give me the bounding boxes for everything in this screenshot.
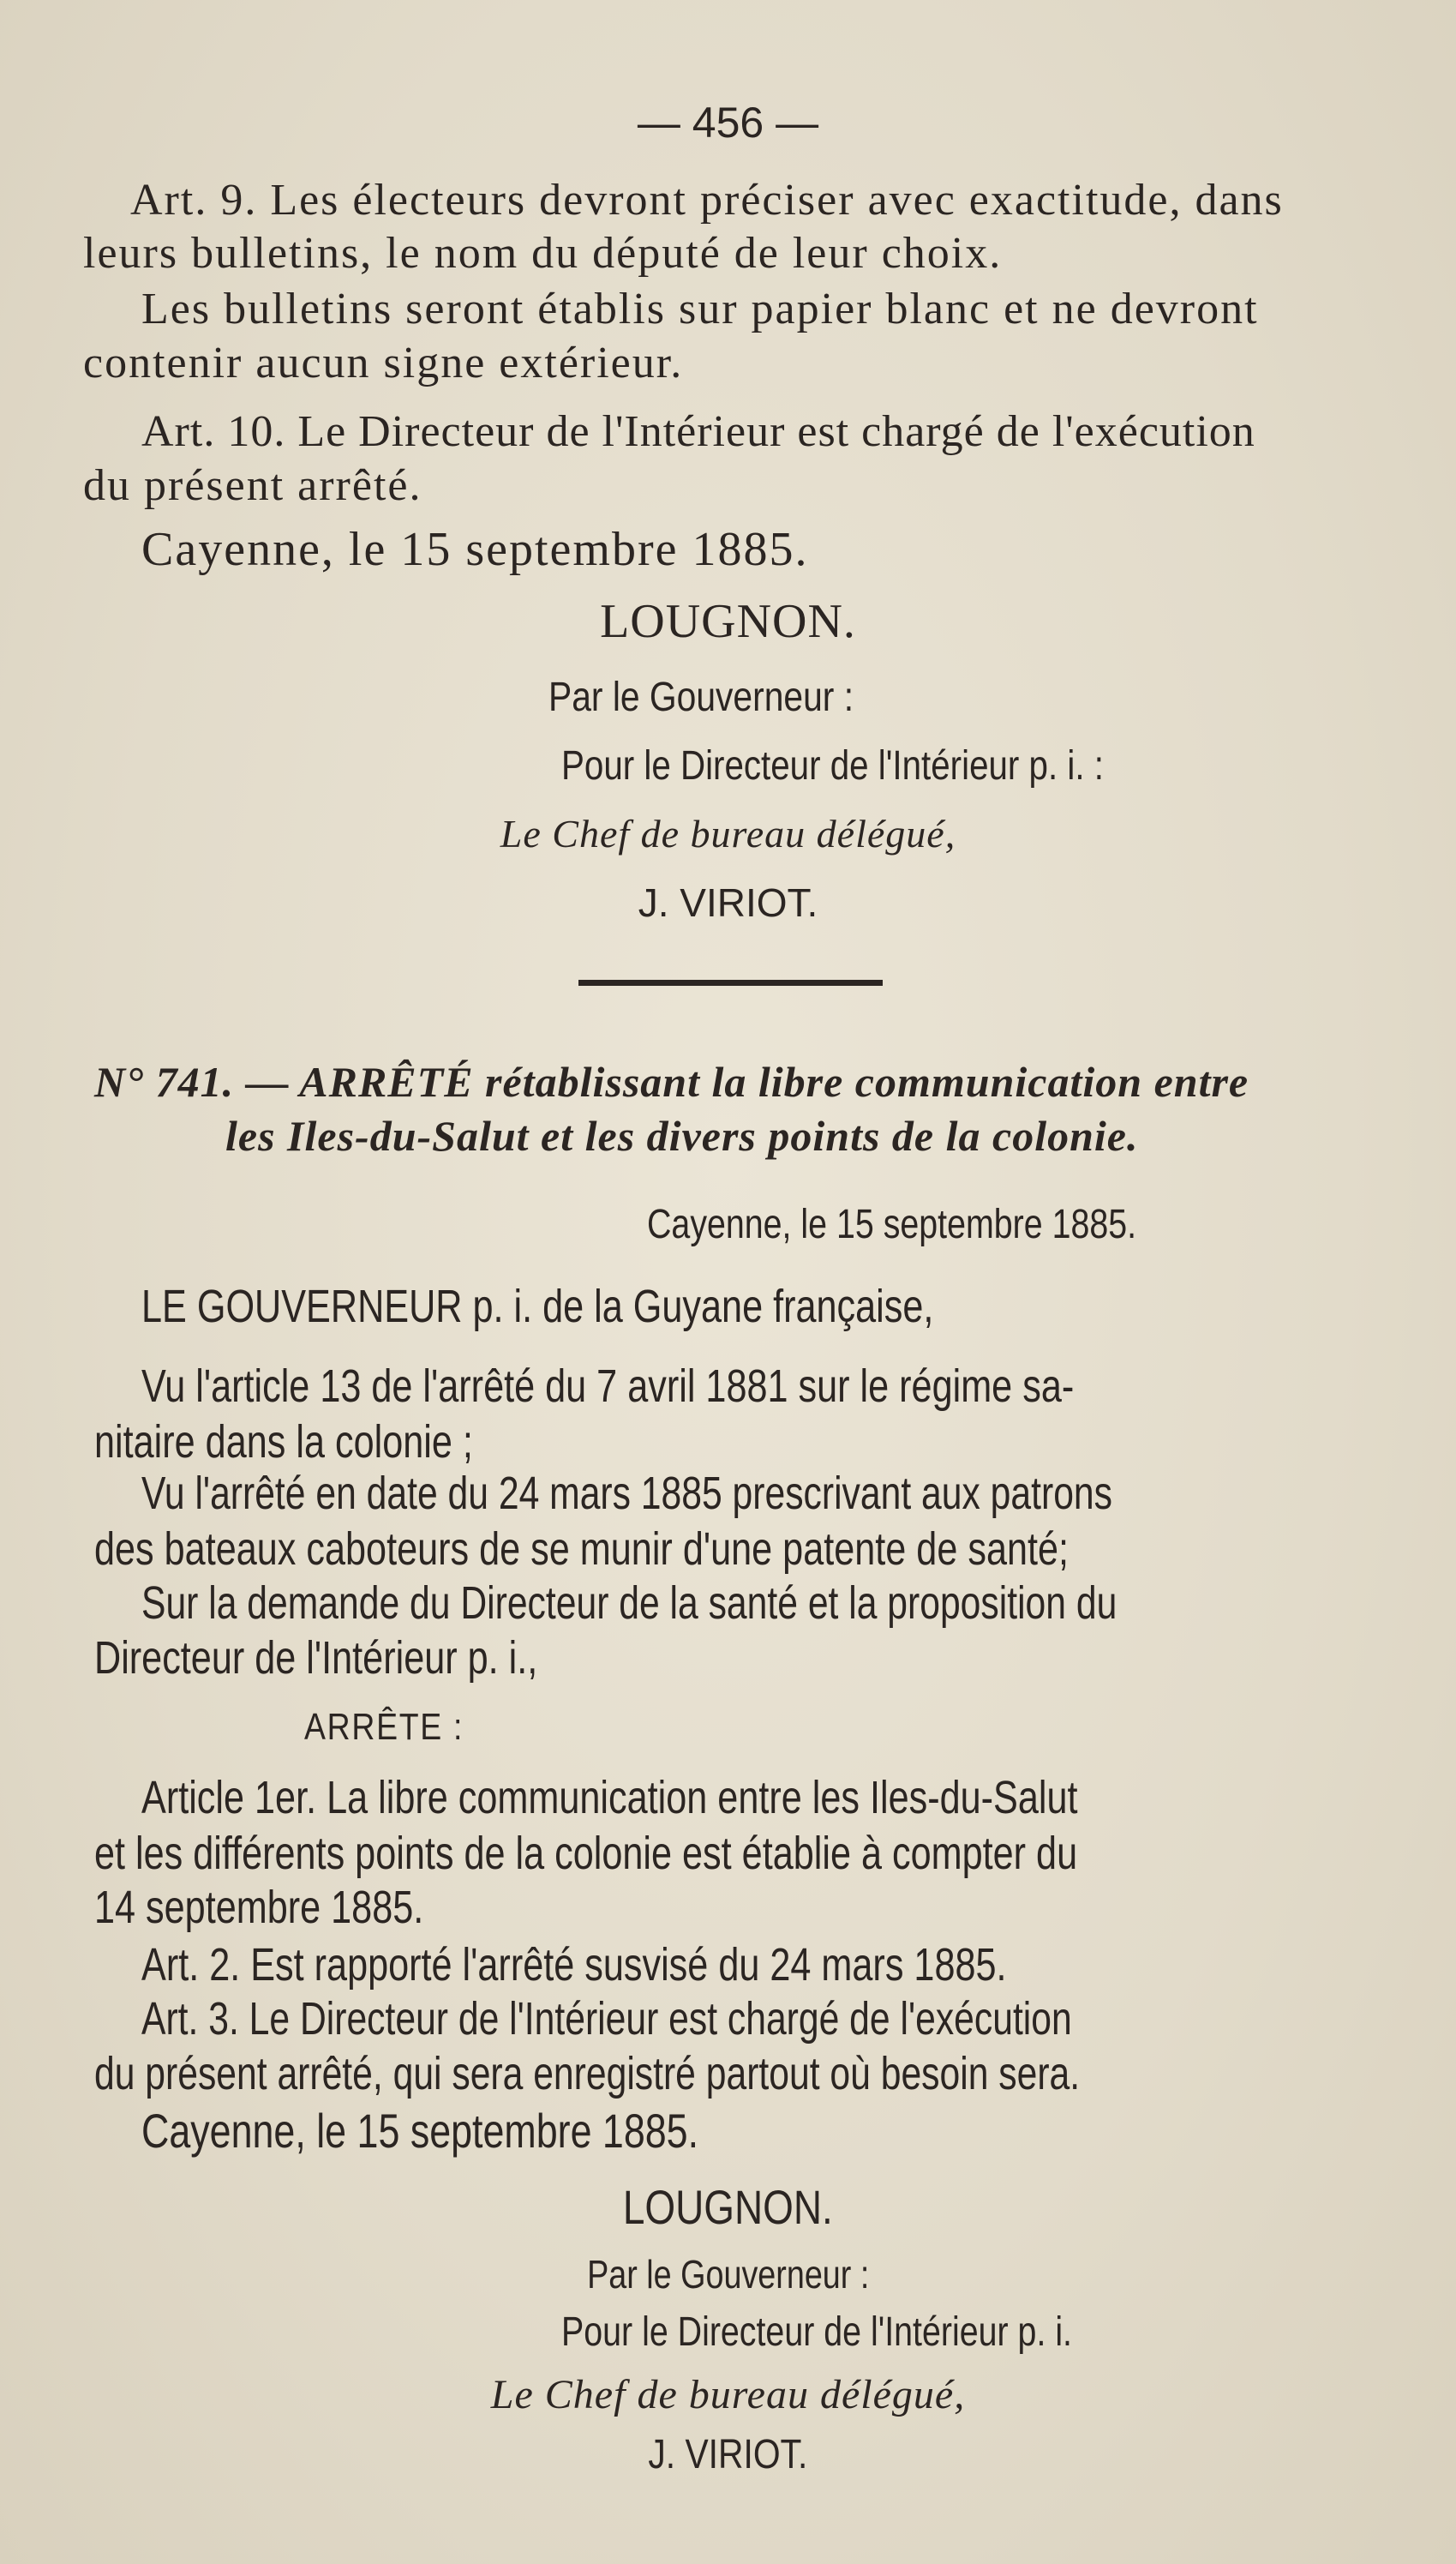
paragraph-bulletins-line1: Les bulletins seront établis sur papier blanc et ne devront <box>141 285 1259 333</box>
signature-name-1: LOUGNON. <box>600 595 856 648</box>
signature-signer-2: J. VIRIOT. <box>648 2432 808 2477</box>
signature-for-1: Pour le Directeur de l'Intérieur p. i. : <box>561 743 1104 789</box>
art10-line2: du présent arrêté. <box>83 461 422 510</box>
arrete-heading-line2: les Iles-du-Salut et les divers points de la colonie. <box>225 1112 1139 1160</box>
arrete-dateline: Cayenne, le 15 septembre 1885. <box>647 1202 1137 1247</box>
art9-line2: leurs bulletins, le nom du député de leur choix. <box>83 229 1003 278</box>
signature-role-2: Le Chef de bureau délégué, <box>490 2372 966 2417</box>
page-number: — 456 — <box>637 99 819 147</box>
art10-line1: Art. 10. Le Directeur de l'Intérieur est chargé de l'exécution <box>141 407 1255 456</box>
vu1-line1: Vu l'article 13 de l'arrêté du 7 avril 1881 sur le régime sa- <box>141 1360 1075 1412</box>
governor-line: LE GOUVERNEUR p. i. de la Guyane française, <box>141 1281 934 1332</box>
article1-line1: Article 1er. La libre communication entre les Iles-du-Salut <box>141 1772 1078 1823</box>
vu1-line2: nitaire dans la colonie ; <box>94 1416 473 1468</box>
place-date-1: Cayenne, le 15 septembre 1885. <box>141 523 809 576</box>
place-date-2: Cayenne, le 15 septembre 1885. <box>141 2104 699 2158</box>
vu2-line2: des bateaux caboteurs de se munir d'une patente de santé; <box>94 1523 1070 1575</box>
vu2-line1: Vu l'arrêté en date du 24 mars 1885 prescrivant aux patrons <box>141 1468 1112 1519</box>
signature-role-1: Le Chef de bureau délégué, <box>500 812 956 856</box>
signature-for-2: Pour le Directeur de l'Intérieur p. i. <box>561 2309 1072 2355</box>
article1-line3: 14 septembre 1885. <box>94 1882 424 1933</box>
signature-name-2: LOUGNON. <box>623 2180 833 2234</box>
sur-line2: Directeur de l'Intérieur p. i., <box>94 1632 538 1684</box>
article2: Art. 2. Est rapporté l'arrêté susvisé du 24 mars 1885. <box>141 1939 1007 1991</box>
paragraph-bulletins-line2: contenir aucun signe extérieur. <box>83 339 684 387</box>
arrete-label: ARRÊTE : <box>304 1706 464 1748</box>
signature-by-1: Par le Gouverneur : <box>548 675 854 720</box>
sur-line1: Sur la demande du Directeur de la santé et la proposition du <box>141 1577 1117 1629</box>
signature-signer-1: J. VIRIOT. <box>638 880 818 925</box>
article3-line2: du présent arrêté, qui sera enregistré partout où besoin sera. <box>94 2048 1081 2099</box>
article1-line2: et les différents points de la colonie est établie à compter du <box>94 1828 1078 1879</box>
article3-line1: Art. 3. Le Directeur de l'Intérieur est chargé de l'exécution <box>141 1993 1072 2045</box>
arrete-heading-line1: N° 741. — ARRÊTÉ rétablissant la libre communication entre <box>94 1058 1249 1106</box>
art9-line1: Art. 9. Les électeurs devront préciser avec exactitude, dans <box>130 176 1284 225</box>
signature-by-2: Par le Gouverneur : <box>586 2252 870 2297</box>
section-divider <box>578 980 883 986</box>
